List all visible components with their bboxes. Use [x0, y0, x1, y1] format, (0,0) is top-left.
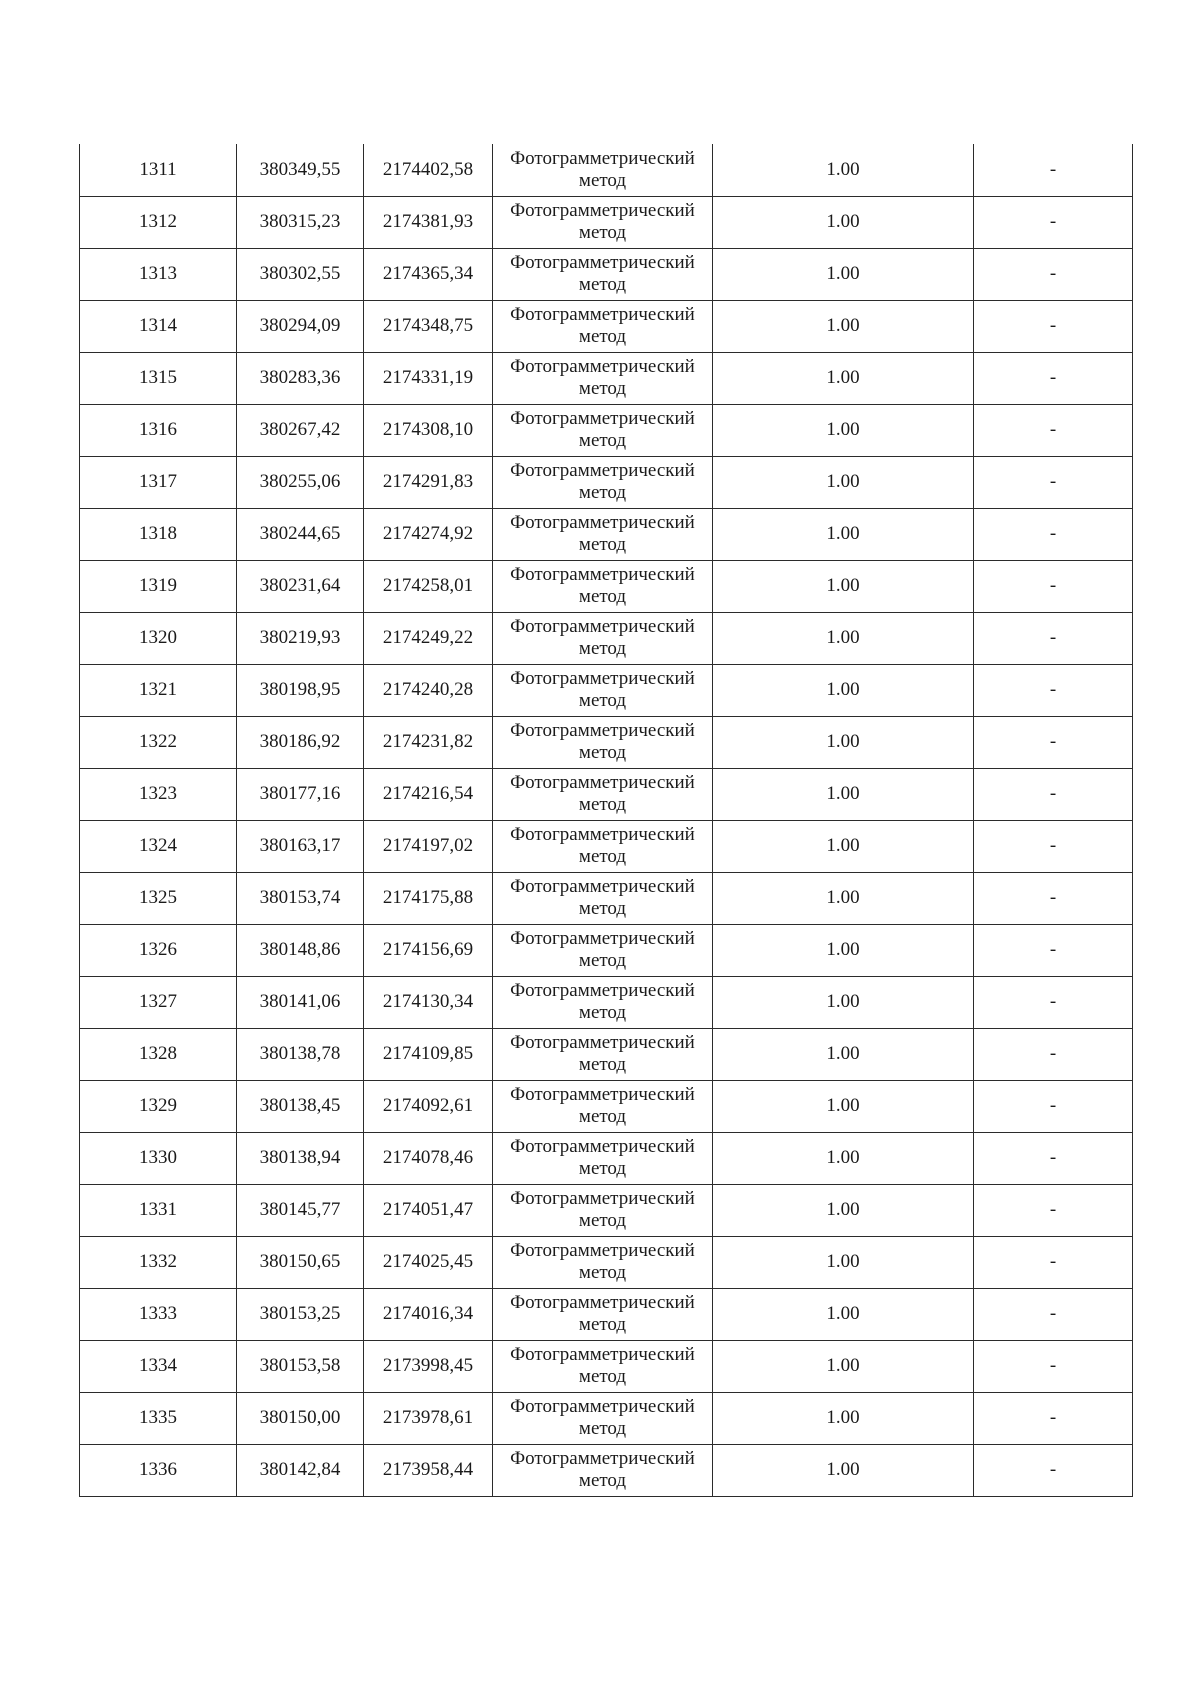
- x-coordinate-cell: 380153,58: [237, 1340, 364, 1392]
- precision-cell: 1.00: [713, 976, 974, 1028]
- table-row: [80, 144, 1133, 196]
- table-row: [80, 196, 1133, 248]
- x-coordinate-cell: 380148,86: [237, 924, 364, 976]
- method-text-line1: Фотограмметрический: [510, 1292, 695, 1313]
- y-coordinate-cell: 2174197,02: [364, 820, 493, 872]
- table-row: [80, 248, 1133, 300]
- method-cell: [493, 560, 713, 612]
- y-coordinate-cell: 2174109,85: [364, 1028, 493, 1080]
- point-number-cell: 1327: [80, 976, 237, 1028]
- method-text-line1: Фотограмметрический: [510, 772, 695, 793]
- precision-cell: 1.00: [713, 1340, 974, 1392]
- note-cell: -: [974, 508, 1133, 560]
- method-text-line1: Фотограмметрический: [510, 1136, 695, 1157]
- method-cell: [493, 1288, 713, 1340]
- method-text-line1: Фотограмметрический: [510, 1240, 695, 1261]
- table-row: [80, 716, 1133, 768]
- note-cell: -: [974, 612, 1133, 664]
- y-coordinate-cell: 2174331,19: [364, 352, 493, 404]
- method-text-line2: метод: [578, 1106, 627, 1127]
- table-row: [80, 1444, 1133, 1496]
- y-coordinate-cell: 2174402,58: [364, 144, 493, 196]
- method-text-line2: метод: [578, 1158, 627, 1179]
- table-row: [80, 1080, 1133, 1132]
- table-row: [80, 508, 1133, 560]
- note-cell: -: [974, 1288, 1133, 1340]
- y-coordinate-cell: 2173978,61: [364, 1392, 493, 1444]
- method-cell: [493, 196, 713, 248]
- method-text-line1: Фотограмметрический: [510, 200, 695, 221]
- method-cell: [493, 1392, 713, 1444]
- x-coordinate-cell: 380315,23: [237, 196, 364, 248]
- method-text-line1: Фотограмметрический: [510, 147, 695, 169]
- x-coordinate-cell: 380150,00: [237, 1392, 364, 1444]
- method-text-line2: метод: [578, 1314, 627, 1335]
- method-cell: [493, 1184, 713, 1236]
- method-cell: [493, 1132, 713, 1184]
- coordinates-table: [79, 144, 1133, 1497]
- method-text-line2: метод: [578, 898, 627, 919]
- y-coordinate-cell: 2173958,44: [364, 1444, 493, 1496]
- method-text-line2: метод: [578, 222, 627, 243]
- x-coordinate-cell: 380302,55: [237, 248, 364, 300]
- precision-cell: 1.00: [713, 1080, 974, 1132]
- y-coordinate-cell: 2174025,45: [364, 1236, 493, 1288]
- table-row: [80, 768, 1133, 820]
- y-coordinate-cell: 2174092,61: [364, 1080, 493, 1132]
- x-coordinate-cell: 380177,16: [237, 768, 364, 820]
- note-cell: -: [974, 976, 1133, 1028]
- precision-cell: 1.00: [713, 1392, 974, 1444]
- method-text-line2: метод: [578, 1210, 627, 1231]
- table-row: [80, 664, 1133, 716]
- table-row: [80, 1340, 1133, 1392]
- note-cell: -: [974, 716, 1133, 768]
- precision-cell: 1.00: [713, 664, 974, 716]
- method-text-line2: метод: [578, 846, 627, 867]
- method-cell: [493, 144, 713, 196]
- method-cell: [493, 352, 713, 404]
- note-cell: -: [974, 820, 1133, 872]
- method-text-line1: Фотограмметрический: [510, 356, 695, 377]
- method-cell: [493, 716, 713, 768]
- x-coordinate-cell: 380283,36: [237, 352, 364, 404]
- method-text-line2: метод: [578, 1002, 627, 1023]
- method-text-line1: Фотограмметрический: [510, 1448, 695, 1469]
- precision-cell: 1.00: [713, 1236, 974, 1288]
- y-coordinate-cell: 2174240,28: [364, 664, 493, 716]
- method-cell: [493, 768, 713, 820]
- method-text-line2: метод: [578, 794, 627, 815]
- point-number-cell: 1329: [80, 1080, 237, 1132]
- note-cell: -: [974, 1392, 1133, 1444]
- method-text-line1: Фотограмметрический: [510, 408, 695, 429]
- y-coordinate-cell: 2174249,22: [364, 612, 493, 664]
- y-coordinate-cell: 2174078,46: [364, 1132, 493, 1184]
- table-row: [80, 1236, 1133, 1288]
- method-text-line2: метод: [578, 430, 627, 451]
- y-coordinate-cell: 2174348,75: [364, 300, 493, 352]
- x-coordinate-cell: 380219,93: [237, 612, 364, 664]
- method-cell: [493, 1236, 713, 1288]
- method-text-line2: метод: [578, 482, 627, 503]
- y-coordinate-cell: 2174258,01: [364, 560, 493, 612]
- method-cell: [493, 456, 713, 508]
- y-coordinate-cell: 2174231,82: [364, 716, 493, 768]
- method-text-line1: Фотограмметрический: [510, 564, 695, 585]
- precision-cell: 1.00: [713, 404, 974, 456]
- note-cell: -: [974, 456, 1133, 508]
- point-number-cell: 1321: [80, 664, 237, 716]
- precision-cell: 1.00: [713, 560, 974, 612]
- method-cell: [493, 872, 713, 924]
- point-number-cell: 1332: [80, 1236, 237, 1288]
- point-number-cell: 1336: [80, 1444, 237, 1496]
- x-coordinate-cell: 380186,92: [237, 716, 364, 768]
- point-number-cell: 1326: [80, 924, 237, 976]
- note-cell: -: [974, 1444, 1133, 1496]
- table-row: [80, 1288, 1133, 1340]
- method-cell: [493, 612, 713, 664]
- precision-cell: 1.00: [713, 300, 974, 352]
- x-coordinate-cell: 380145,77: [237, 1184, 364, 1236]
- point-number-cell: 1322: [80, 716, 237, 768]
- method-text-line2: метод: [578, 586, 627, 607]
- x-coordinate-cell: 380153,25: [237, 1288, 364, 1340]
- point-number-cell: 1333: [80, 1288, 237, 1340]
- note-cell: -: [974, 1184, 1133, 1236]
- table-row: [80, 1132, 1133, 1184]
- point-number-cell: 1316: [80, 404, 237, 456]
- point-number-cell: 1334: [80, 1340, 237, 1392]
- method-text-line2: метод: [578, 950, 627, 971]
- y-coordinate-cell: 2174308,10: [364, 404, 493, 456]
- method-text-line1: Фотограмметрический: [510, 876, 695, 897]
- method-cell: [493, 976, 713, 1028]
- precision-cell: 1.00: [713, 352, 974, 404]
- y-coordinate-cell: 2174051,47: [364, 1184, 493, 1236]
- table-row: [80, 820, 1133, 872]
- method-text-line1: Фотограмметрический: [510, 720, 695, 741]
- table-row: [80, 352, 1133, 404]
- note-cell: -: [974, 768, 1133, 820]
- x-coordinate-cell: 380267,42: [237, 404, 364, 456]
- method-text-line1: Фотограмметрический: [510, 460, 695, 481]
- note-cell: -: [974, 1080, 1133, 1132]
- method-text-line1: Фотограмметрический: [510, 304, 695, 325]
- y-coordinate-cell: 2174365,34: [364, 248, 493, 300]
- note-cell: -: [974, 1236, 1133, 1288]
- note-cell: -: [974, 144, 1133, 196]
- table-row: [80, 1028, 1133, 1080]
- point-number-cell: 1314: [80, 300, 237, 352]
- method-cell: [493, 924, 713, 976]
- precision-cell: 1.00: [713, 820, 974, 872]
- note-cell: -: [974, 352, 1133, 404]
- table-row: [80, 404, 1133, 456]
- precision-cell: 1.00: [713, 1288, 974, 1340]
- precision-cell: 1.00: [713, 1028, 974, 1080]
- point-number-cell: 1315: [80, 352, 237, 404]
- x-coordinate-cell: 380244,65: [237, 508, 364, 560]
- method-text-line2: метод: [578, 169, 627, 191]
- point-number-cell: 1328: [80, 1028, 237, 1080]
- y-coordinate-cell: 2174274,92: [364, 508, 493, 560]
- method-text-line1: Фотограмметрический: [510, 252, 695, 273]
- point-number-cell: 1320: [80, 612, 237, 664]
- method-text-line1: Фотограмметрический: [510, 1396, 695, 1417]
- method-text-line2: метод: [578, 378, 627, 399]
- method-cell: [493, 664, 713, 716]
- method-cell: [493, 300, 713, 352]
- y-coordinate-cell: 2173998,45: [364, 1340, 493, 1392]
- y-coordinate-cell: 2174016,34: [364, 1288, 493, 1340]
- table-row: [80, 924, 1133, 976]
- point-number-cell: 1325: [80, 872, 237, 924]
- method-text-line2: метод: [578, 638, 627, 659]
- method-cell: [493, 508, 713, 560]
- point-number-cell: 1312: [80, 196, 237, 248]
- y-coordinate-cell: 2174156,69: [364, 924, 493, 976]
- x-coordinate-cell: 380153,74: [237, 872, 364, 924]
- method-text-line1: Фотограмметрический: [510, 512, 695, 533]
- y-coordinate-cell: 2174175,88: [364, 872, 493, 924]
- point-number-cell: 1311: [80, 144, 237, 196]
- note-cell: -: [974, 300, 1133, 352]
- x-coordinate-cell: 380138,78: [237, 1028, 364, 1080]
- method-text-line1: Фотограмметрический: [510, 668, 695, 689]
- method-text-line1: Фотограмметрический: [510, 824, 695, 845]
- x-coordinate-cell: 380198,95: [237, 664, 364, 716]
- method-text-line2: метод: [578, 534, 627, 555]
- table-row: [80, 872, 1133, 924]
- x-coordinate-cell: 380150,65: [237, 1236, 364, 1288]
- point-number-cell: 1324: [80, 820, 237, 872]
- method-cell: [493, 1080, 713, 1132]
- method-cell: [493, 1028, 713, 1080]
- x-coordinate-cell: 380138,94: [237, 1132, 364, 1184]
- x-coordinate-cell: 380349,55: [237, 144, 364, 196]
- method-cell: [493, 820, 713, 872]
- precision-cell: 1.00: [713, 508, 974, 560]
- note-cell: -: [974, 248, 1133, 300]
- point-number-cell: 1317: [80, 456, 237, 508]
- note-cell: -: [974, 404, 1133, 456]
- y-coordinate-cell: 2174291,83: [364, 456, 493, 508]
- table-row: [80, 612, 1133, 664]
- point-number-cell: 1313: [80, 248, 237, 300]
- method-text-line2: метод: [578, 690, 627, 711]
- note-cell: -: [974, 1132, 1133, 1184]
- point-number-cell: 1323: [80, 768, 237, 820]
- method-text-line2: метод: [578, 274, 627, 295]
- method-text-line2: метод: [578, 1262, 627, 1283]
- table-row: [80, 560, 1133, 612]
- table-row: [80, 1392, 1133, 1444]
- x-coordinate-cell: 380138,45: [237, 1080, 364, 1132]
- point-number-cell: 1319: [80, 560, 237, 612]
- note-cell: -: [974, 1340, 1133, 1392]
- precision-cell: 1.00: [713, 1184, 974, 1236]
- x-coordinate-cell: 380294,09: [237, 300, 364, 352]
- method-text-line1: Фотограмметрический: [510, 1188, 695, 1209]
- precision-cell: 1.00: [713, 768, 974, 820]
- x-coordinate-cell: 380231,64: [237, 560, 364, 612]
- method-text-line2: метод: [578, 1366, 627, 1387]
- table-row: [80, 300, 1133, 352]
- x-coordinate-cell: 380163,17: [237, 820, 364, 872]
- precision-cell: 1.00: [713, 1444, 974, 1496]
- precision-cell: 1.00: [713, 248, 974, 300]
- method-text-line1: Фотограмметрический: [510, 928, 695, 949]
- precision-cell: 1.00: [713, 144, 974, 196]
- precision-cell: 1.00: [713, 612, 974, 664]
- note-cell: -: [974, 924, 1133, 976]
- x-coordinate-cell: 380141,06: [237, 976, 364, 1028]
- x-coordinate-cell: 380255,06: [237, 456, 364, 508]
- note-cell: -: [974, 196, 1133, 248]
- precision-cell: 1.00: [713, 196, 974, 248]
- precision-cell: 1.00: [713, 716, 974, 768]
- note-cell: -: [974, 560, 1133, 612]
- method-text-line1: Фотограмметрический: [510, 616, 695, 637]
- method-text-line2: метод: [578, 742, 627, 763]
- method-text-line2: метод: [578, 1470, 627, 1491]
- method-cell: [493, 248, 713, 300]
- point-number-cell: 1318: [80, 508, 237, 560]
- method-cell: [493, 1340, 713, 1392]
- note-cell: -: [974, 664, 1133, 716]
- y-coordinate-cell: 2174381,93: [364, 196, 493, 248]
- method-text-line1: Фотограмметрический: [510, 1084, 695, 1105]
- point-number-cell: 1335: [80, 1392, 237, 1444]
- note-cell: -: [974, 872, 1133, 924]
- precision-cell: 1.00: [713, 924, 974, 976]
- precision-cell: 1.00: [713, 456, 974, 508]
- method-text-line1: Фотограмметрический: [510, 1344, 695, 1365]
- y-coordinate-cell: 2174216,54: [364, 768, 493, 820]
- point-number-cell: 1330: [80, 1132, 237, 1184]
- method-text-line2: метод: [578, 326, 627, 347]
- precision-cell: 1.00: [713, 1132, 974, 1184]
- precision-cell: 1.00: [713, 872, 974, 924]
- method-text-line2: метод: [578, 1054, 627, 1075]
- y-coordinate-cell: 2174130,34: [364, 976, 493, 1028]
- table-row: [80, 456, 1133, 508]
- method-text-line1: Фотограмметрический: [510, 1032, 695, 1053]
- coordinates-table-body: [80, 144, 1133, 1496]
- method-text-line2: метод: [578, 1418, 627, 1439]
- method-cell: [493, 1444, 713, 1496]
- note-cell: -: [974, 1028, 1133, 1080]
- method-text-line1: Фотограмметрический: [510, 980, 695, 1001]
- table-row: [80, 1184, 1133, 1236]
- table-row: [80, 976, 1133, 1028]
- point-number-cell: 1331: [80, 1184, 237, 1236]
- x-coordinate-cell: 380142,84: [237, 1444, 364, 1496]
- method-cell: [493, 404, 713, 456]
